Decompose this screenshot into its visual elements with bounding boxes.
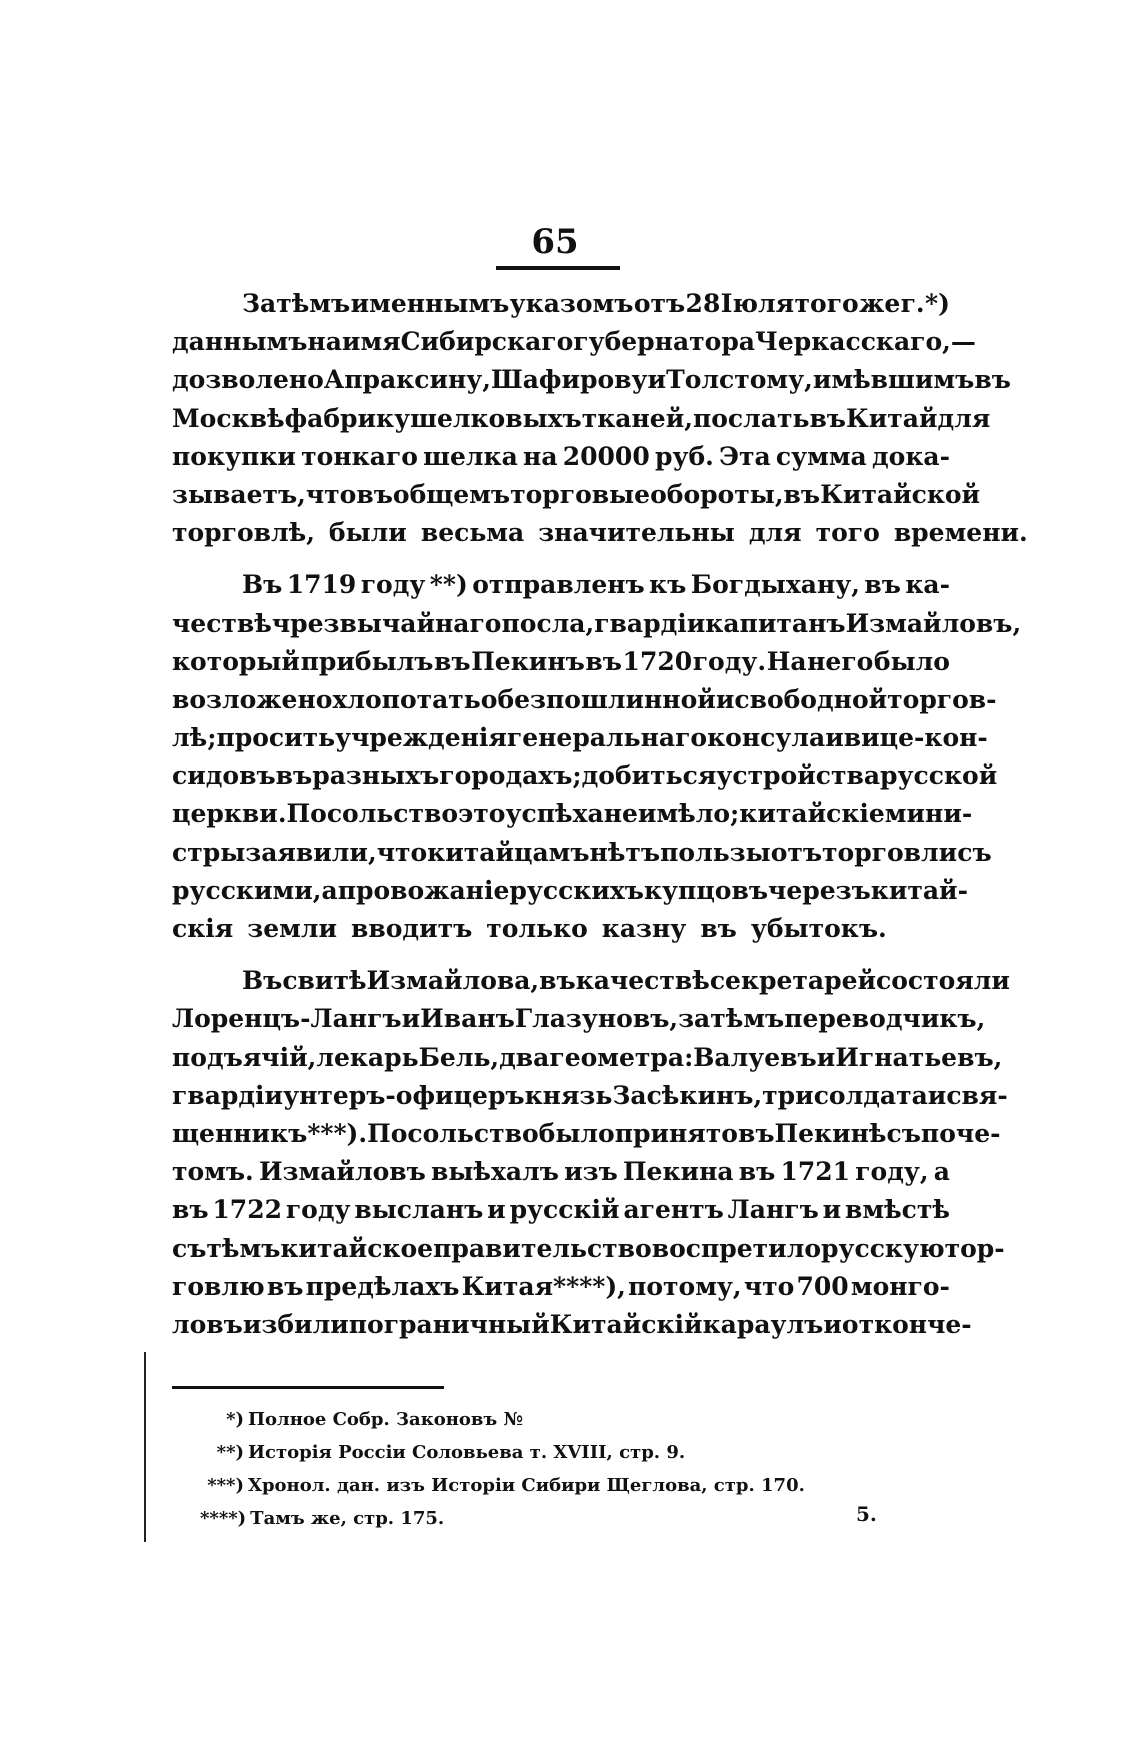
word: и — [822, 1195, 842, 1225]
footnote-text: Хронол. дан. изъ Исторіи Сибири Щеглова, стр. 170. — [248, 1475, 805, 1496]
paragraph-gap — [172, 552, 950, 566]
word: Глазуновъ, — [514, 1004, 679, 1034]
word: и — [647, 365, 667, 395]
text-line — [172, 1153, 950, 1191]
word: Затѣмъ — [242, 289, 351, 318]
word: русскій — [509, 1195, 620, 1225]
word: предѣлахъ — [305, 1271, 460, 1301]
word: Валуевъ — [693, 1042, 817, 1072]
word: Измайловъ — [258, 1157, 426, 1187]
word: купцовъ — [643, 875, 769, 905]
word: изъ — [564, 1157, 618, 1187]
word: Іюля — [720, 289, 795, 318]
word: генеральнаго — [506, 723, 708, 753]
word: въ — [275, 761, 313, 791]
word: Пекина — [622, 1157, 734, 1187]
word: же — [859, 289, 901, 318]
word: ловъ — [172, 1309, 243, 1339]
text-line — [172, 1077, 1008, 1115]
word: Пекинѣ — [774, 1118, 887, 1148]
word: гвардіи — [172, 1080, 284, 1110]
word: торгов- — [887, 684, 997, 714]
text-line — [172, 643, 950, 681]
text-line — [172, 719, 988, 757]
word: Апраксину, — [323, 365, 492, 395]
word: стры — [172, 837, 246, 867]
word: того — [794, 289, 859, 318]
word: томъ. — [172, 1157, 254, 1187]
word: чрезвычайнаго — [271, 608, 502, 638]
word: русской — [880, 761, 998, 791]
word: фабрику — [284, 403, 411, 433]
footnote-text: Полное Собр. Законовъ № — [248, 1409, 524, 1430]
word: Китайскій — [549, 1309, 703, 1339]
word: свободной — [734, 684, 888, 714]
word: агентъ — [623, 1195, 724, 1225]
word: вице-кон- — [843, 723, 988, 753]
word: русскую — [821, 1233, 945, 1263]
word: Шафирову — [491, 365, 648, 395]
word: отконче- — [841, 1309, 972, 1339]
text-line — [172, 1191, 950, 1229]
word: для — [748, 518, 802, 548]
footnote — [200, 1502, 900, 1535]
word: 20000 — [562, 441, 650, 471]
word: который — [172, 646, 300, 676]
footnote-mark: **) — [216, 1442, 244, 1463]
word: китайское — [280, 1233, 434, 1263]
word: тор- — [944, 1233, 1005, 1263]
word: г. — [900, 289, 925, 318]
page-number-rule — [496, 266, 620, 270]
word: и — [816, 1042, 836, 1072]
word: подъячій, — [172, 1042, 317, 1072]
word: консула — [707, 723, 826, 753]
word: и — [927, 1080, 947, 1110]
footnote-mark: *) — [226, 1409, 244, 1430]
word: даннымъ — [172, 327, 308, 357]
word: имѣло; — [637, 799, 740, 829]
word: Китая****), — [461, 1271, 626, 1301]
word: затѣмъ — [678, 1004, 785, 1034]
word: было — [538, 1118, 615, 1148]
word: Пекинъ — [471, 646, 585, 676]
word: Москвѣ — [172, 403, 285, 433]
word: что — [743, 1271, 795, 1301]
word: имѣвшимъ — [812, 365, 975, 395]
word: на — [523, 441, 558, 471]
word: тонкаго — [301, 441, 418, 471]
word: правительство — [433, 1233, 652, 1263]
text-line — [172, 605, 1022, 643]
text-line — [172, 400, 991, 438]
word: было — [873, 646, 950, 676]
word: лѣ; — [172, 723, 217, 753]
word: Сибирскаго — [400, 327, 574, 357]
word: заявили, — [245, 837, 377, 867]
word: гвардіи — [594, 608, 706, 638]
word: указомъ — [509, 289, 634, 318]
word: о — [480, 684, 498, 714]
word: были — [328, 518, 407, 548]
word: 28 — [685, 289, 721, 318]
word: Лоренцъ-Лангъ — [172, 1004, 402, 1034]
word: и — [401, 1004, 421, 1034]
word: вмѣстѣ — [845, 1195, 950, 1225]
word: просить — [216, 723, 336, 753]
word: вводитъ — [351, 914, 473, 943]
word: поче- — [920, 1118, 1001, 1148]
word: унтеръ-офицеръ — [283, 1080, 525, 1110]
word: съ — [172, 1233, 207, 1263]
word: лекарь — [316, 1042, 419, 1072]
word: На — [766, 646, 807, 676]
paragraph-gap — [172, 948, 950, 962]
word: въ — [737, 1118, 775, 1148]
word: зываетъ, — [172, 479, 306, 509]
word: воспретило — [651, 1233, 821, 1263]
word: Эта — [719, 441, 771, 471]
word: въ — [783, 479, 821, 509]
word: для — [937, 403, 991, 433]
word: это — [458, 799, 506, 829]
word: 1719 — [286, 570, 357, 600]
word: капитанъ — [705, 608, 846, 638]
word: 700 — [796, 1271, 849, 1301]
text-line — [172, 681, 997, 719]
paragraph-3 — [172, 962, 1010, 1344]
word: монго- — [850, 1271, 950, 1301]
word: и — [825, 723, 844, 753]
word: Богдыхану, — [690, 570, 860, 600]
word: Посольство — [286, 799, 459, 829]
word: русскими, — [172, 875, 322, 905]
word: китайскіе — [739, 799, 885, 829]
word: къ — [649, 570, 687, 600]
word: китай- — [870, 875, 968, 905]
word: успѣха — [505, 799, 604, 829]
word: переводчикъ, — [784, 1004, 986, 1034]
word: въ — [434, 646, 471, 676]
word: покупки — [172, 441, 296, 471]
text-line — [172, 834, 992, 872]
word: послать — [692, 403, 810, 433]
word: въ — [539, 966, 576, 996]
text-line — [172, 872, 968, 910]
word: общемъ — [392, 479, 511, 509]
word: земли — [247, 914, 337, 943]
word: 1722 — [212, 1195, 282, 1225]
word: Черкасскаго,— — [755, 327, 976, 357]
word: щенникъ***). — [172, 1118, 368, 1148]
word: свя- — [946, 1080, 1008, 1110]
word: съ — [957, 837, 992, 867]
word: секретарей — [709, 966, 877, 996]
margin-line — [144, 1352, 146, 1542]
word: безпошлинной — [497, 684, 716, 714]
word: состояли — [876, 966, 1010, 996]
footnote-text: Тамъ же, стр. 175. — [250, 1508, 445, 1529]
word: въ — [864, 570, 901, 600]
word: имя — [341, 327, 401, 357]
word: и — [487, 1195, 506, 1225]
word: князь — [524, 1080, 613, 1110]
word: и — [823, 1309, 842, 1339]
word: посла, — [501, 608, 595, 638]
word: солдата — [813, 1080, 928, 1110]
word: китайцамъ — [427, 837, 590, 867]
word: русскихъ — [509, 875, 644, 905]
text-line — [172, 285, 950, 323]
word: церкви. — [172, 799, 287, 829]
text-line — [172, 476, 981, 514]
word: руб. — [654, 441, 714, 471]
paragraph-2 — [172, 566, 1022, 948]
footnote-mark: ****) — [200, 1508, 247, 1529]
word: Игнатьевъ, — [835, 1042, 1003, 1072]
word: съ — [886, 1118, 921, 1148]
word: году, — [855, 1157, 929, 1187]
word: пограничный — [348, 1309, 550, 1339]
word: въ — [585, 646, 622, 676]
word: что — [376, 837, 428, 867]
word: потому, — [628, 1271, 742, 1301]
word: Въ — [242, 966, 283, 996]
text-line — [172, 1230, 1005, 1268]
word: нѣтъ — [589, 837, 661, 867]
word: въ — [974, 365, 1011, 395]
word: 1720 — [622, 646, 693, 676]
word: чествѣ — [172, 608, 272, 638]
word: прибылъ — [300, 646, 434, 676]
word: избили — [242, 1309, 349, 1339]
word: сумма — [775, 441, 867, 471]
word: три — [762, 1080, 814, 1110]
word: ка- — [905, 570, 950, 600]
word: въ — [266, 1271, 304, 1301]
text-line — [172, 1268, 950, 1306]
word: выѣхалъ — [431, 1157, 559, 1187]
word: черезъ — [768, 875, 871, 905]
word: шелковыхъ — [410, 403, 582, 433]
word: качествѣ — [575, 966, 710, 996]
word: разныхъ — [312, 761, 440, 791]
word: **) — [429, 570, 468, 600]
word: что — [305, 479, 357, 509]
word: 1721 — [780, 1157, 851, 1187]
word: въ — [700, 914, 737, 943]
word: учрежденія — [335, 723, 507, 753]
word: Бель, — [418, 1042, 500, 1072]
text-line — [172, 1039, 1003, 1077]
word: скія — [172, 914, 234, 943]
text-line — [172, 757, 998, 795]
paragraph-1 — [172, 285, 1028, 552]
word: шелка — [423, 441, 518, 471]
footnote — [200, 1403, 900, 1436]
word: тѣмъ — [206, 1233, 281, 1263]
word: того — [815, 518, 880, 548]
word: не — [603, 799, 638, 829]
text-line — [172, 1306, 972, 1344]
word: говлю — [172, 1271, 265, 1301]
word: него — [807, 646, 874, 676]
word: и — [715, 684, 735, 714]
word: отправленъ — [472, 570, 645, 600]
text-line — [172, 910, 950, 948]
word: дока- — [871, 441, 950, 471]
text-line — [172, 566, 950, 604]
word: возложено — [172, 684, 333, 714]
footnote — [200, 1469, 900, 1502]
word: хлопотать — [332, 684, 481, 714]
word: городахъ; — [439, 761, 582, 791]
word: Засѣкинъ, — [612, 1080, 763, 1110]
word: *) — [925, 289, 950, 318]
word: времени. — [893, 518, 1028, 548]
text-line — [172, 361, 1011, 399]
word: въ — [172, 1195, 209, 1225]
word: а — [933, 1157, 950, 1187]
word: пользы — [660, 837, 771, 867]
text-line — [172, 1115, 1001, 1153]
page-number: 65 — [531, 222, 579, 262]
word: обороты, — [650, 479, 784, 509]
text-line — [172, 438, 950, 476]
word: Китайской — [820, 479, 981, 509]
word: весьма — [420, 518, 525, 548]
word: торговли — [822, 837, 958, 867]
word: караулъ — [702, 1309, 824, 1339]
signature-mark: 5. — [856, 1502, 877, 1526]
word: торговые — [510, 479, 651, 509]
word: тканей, — [581, 403, 693, 433]
word: свитѣ — [282, 966, 367, 996]
word: Измайлова, — [366, 966, 540, 996]
footnote-text: Исторія Россіи Соловьева т. XVIII, стр. 9. — [248, 1442, 686, 1463]
word: значительны — [538, 518, 735, 548]
footnote-mark: ***) — [207, 1475, 244, 1496]
word: Китай — [846, 403, 938, 433]
text-line — [172, 514, 1028, 552]
word: отъ — [770, 837, 823, 867]
text-line — [172, 323, 976, 361]
word: году — [360, 570, 426, 600]
word: Въ — [242, 570, 283, 600]
text-line — [172, 1000, 986, 1038]
word: въ — [809, 403, 846, 433]
footnote-rule — [172, 1386, 444, 1389]
word: Посольство — [367, 1118, 539, 1148]
word: два — [499, 1042, 550, 1072]
word: торговлѣ, — [172, 518, 315, 548]
footnotes — [200, 1403, 900, 1535]
word: въ — [738, 1157, 776, 1187]
word: добиться — [581, 761, 717, 791]
word: мини- — [884, 799, 973, 829]
word: отъ — [633, 289, 686, 318]
word: дозволено — [172, 365, 324, 395]
word: Толстому, — [666, 365, 813, 395]
word: устройства — [716, 761, 881, 791]
text-line — [172, 795, 973, 833]
word: а — [321, 875, 338, 905]
text-line — [172, 962, 1010, 1000]
word: году — [285, 1195, 351, 1225]
body-text — [172, 285, 1028, 1344]
word: году. — [692, 646, 767, 676]
word: геометра: — [549, 1042, 694, 1072]
word: провожаніе — [337, 875, 510, 905]
word: Лангъ — [727, 1195, 819, 1225]
word: только — [486, 914, 588, 943]
word: именнымъ — [350, 289, 510, 318]
word: въ — [356, 479, 393, 509]
footnote — [200, 1436, 900, 1469]
word: на — [307, 327, 342, 357]
word: высланъ — [354, 1195, 484, 1225]
word: сидовъ — [172, 761, 276, 791]
word: Измайловъ, — [845, 608, 1022, 638]
word: Иванъ — [420, 1004, 515, 1034]
word: принято — [614, 1118, 738, 1148]
word: казну — [601, 914, 687, 943]
word: убытокъ. — [750, 914, 887, 943]
word: губернатора — [573, 327, 755, 357]
